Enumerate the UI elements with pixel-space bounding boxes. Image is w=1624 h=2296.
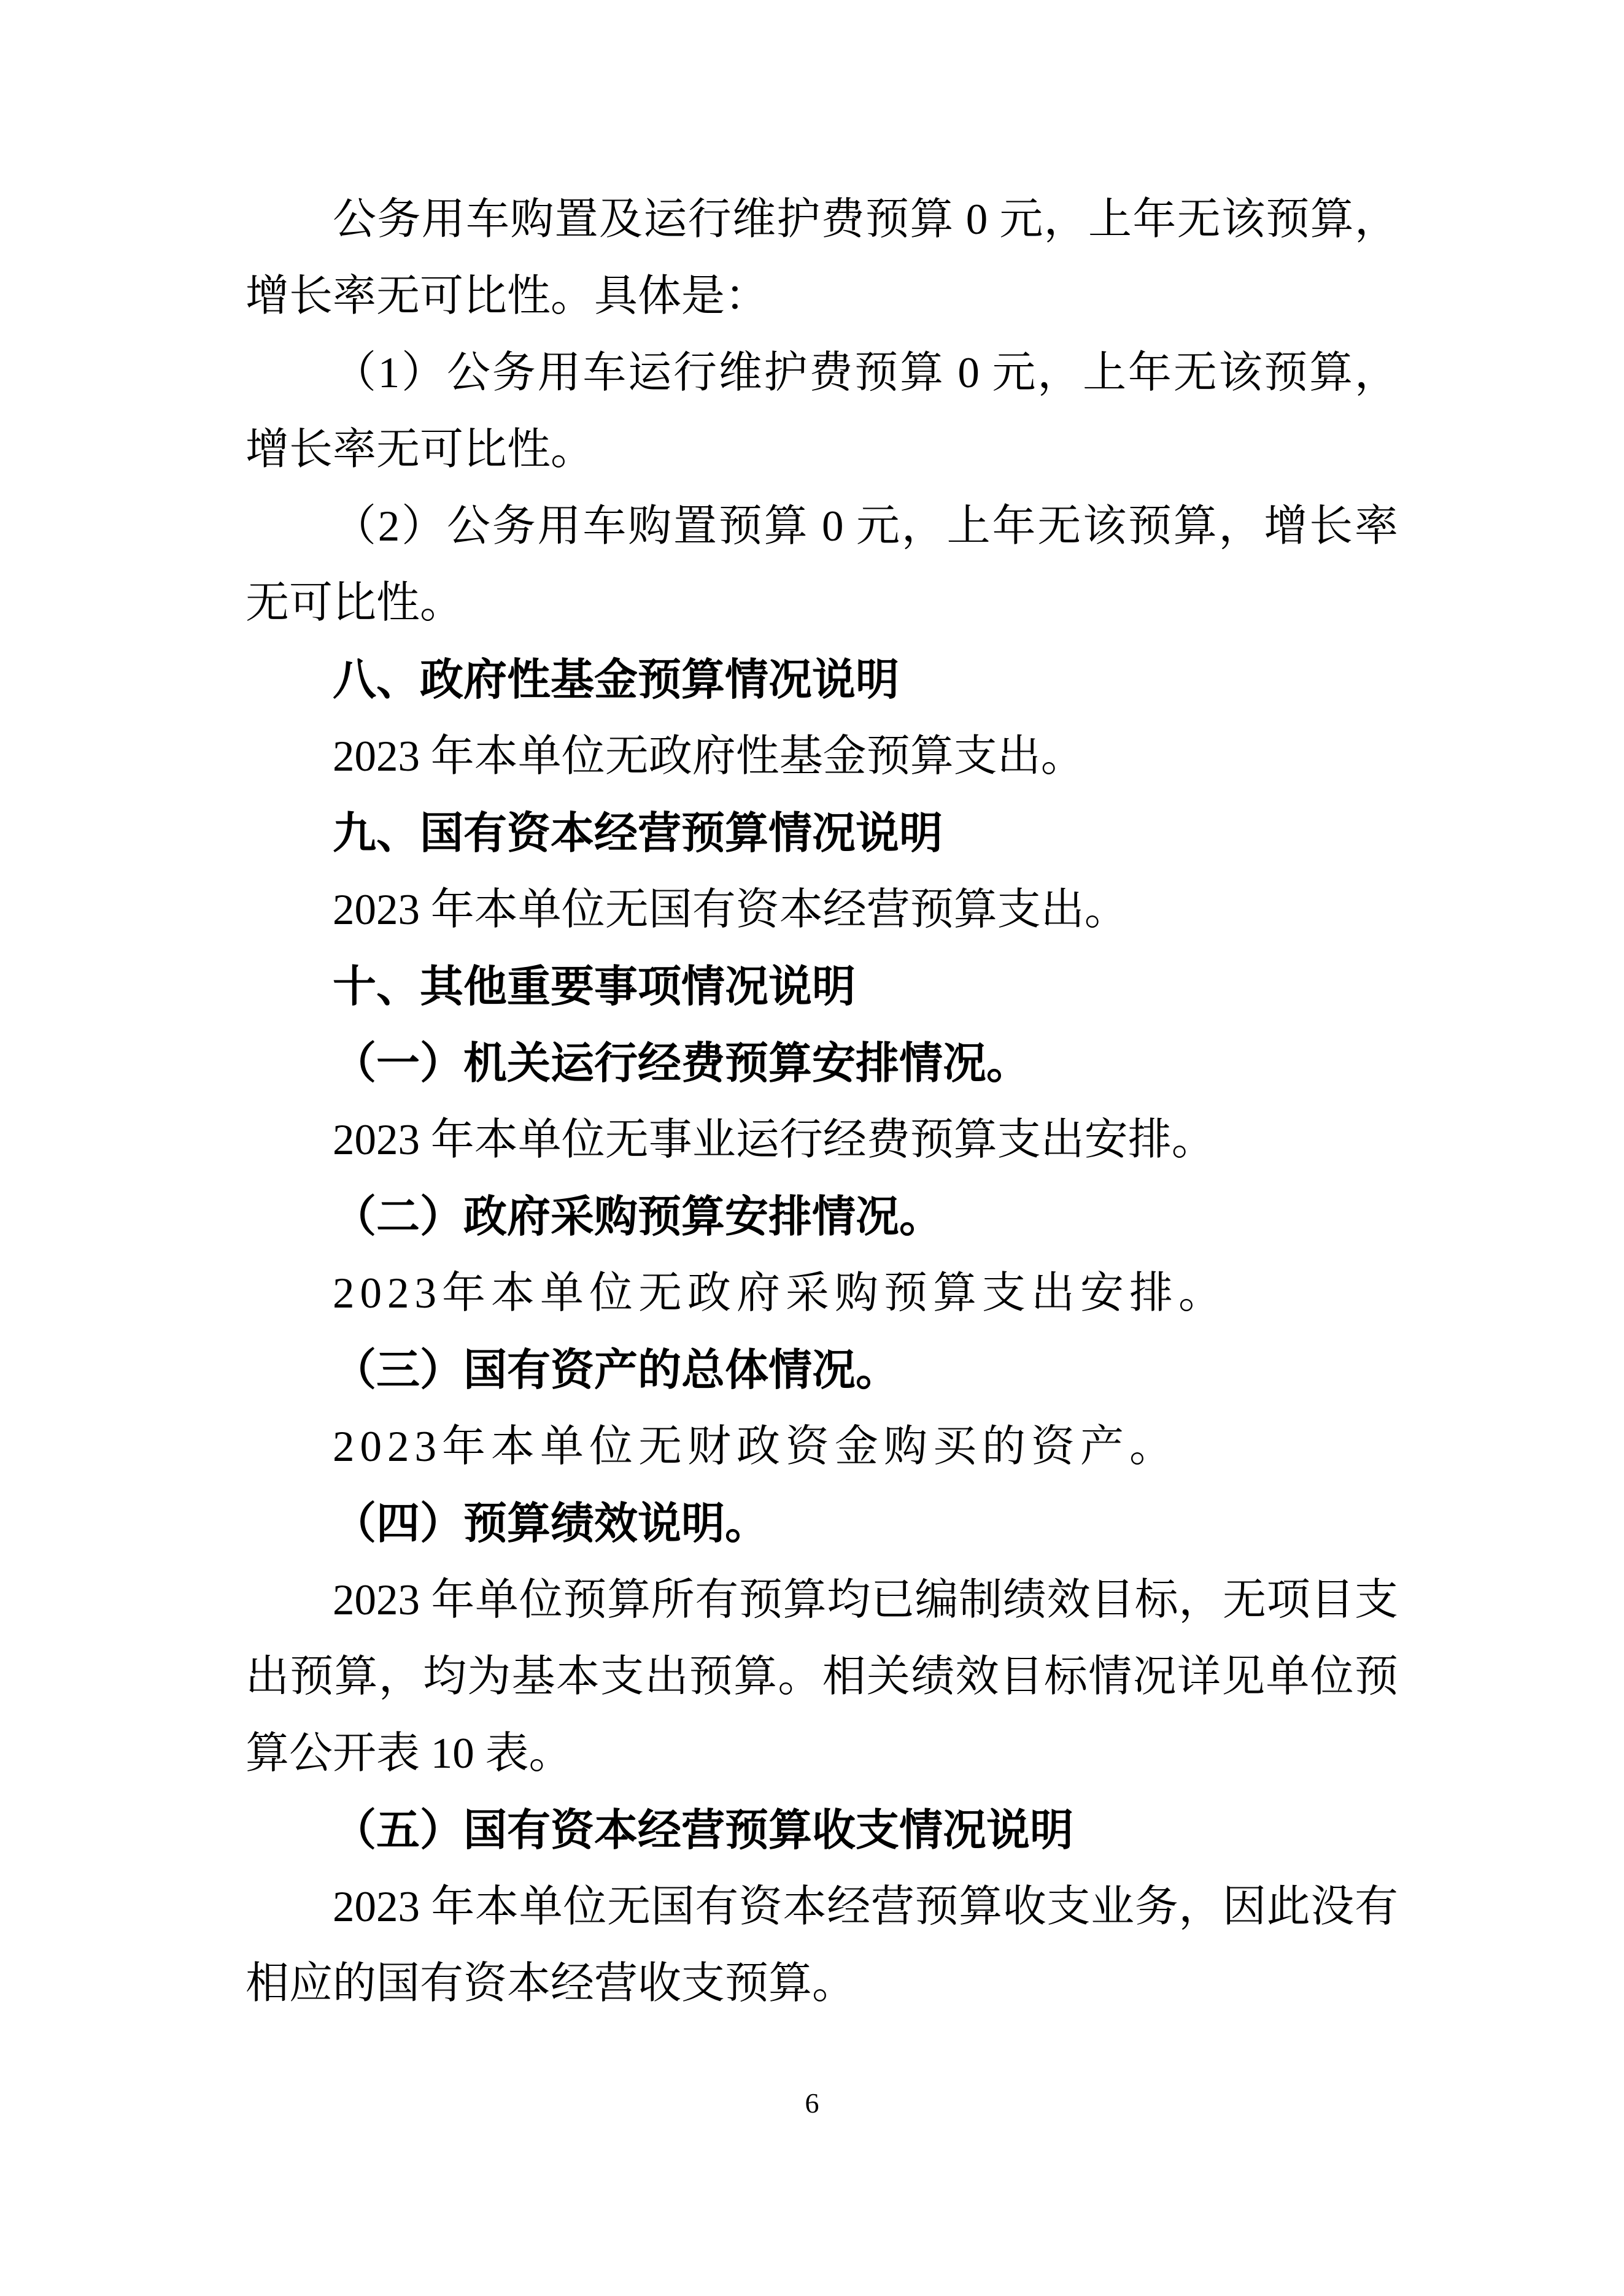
paragraph-sub-5-body: 2023 年本单位无国有资本经营预算收支业务，因此没有相应的国有资本经营收支预算。 [246, 1883, 1398, 2008]
heading-sub-3: （三）国有资产的总体情况。 [333, 1346, 900, 1395]
paragraph-sub-2-body: 2023年本单位无政府采购预算支出安排。 [333, 1269, 1228, 1317]
paragraph-sub-3-body: 2023年本单位无财政资金购买的资产。 [333, 1423, 1179, 1471]
paragraph-sub-4-body: 2023 年单位预算所有预算均已编制绩效目标，无项目支出预算，均为基本支出预算。相关绩效目标情况详见单位预算公开表 10 表。 [246, 1576, 1398, 1778]
heading-section-10: 十、其他重要事项情况说明 [333, 963, 856, 1011]
paragraph-sub-1-body: 2023 年本单位无事业运行经费预算支出安排。 [333, 1116, 1215, 1164]
heading-sub-5: （五）国有资本经营预算收支情况说明 [333, 1806, 1074, 1855]
paragraph-vehicle-purchase: （2）公务用车购置预算 0 元，上年无该预算，增长率无可比性。 [246, 503, 1398, 627]
paragraph-section-9-body: 2023 年本单位无国有资本经营预算支出。 [333, 886, 1128, 934]
heading-section-8: 八、政府性基金预算情况说明 [333, 656, 900, 704]
page-number: 6 [805, 2087, 819, 2119]
heading-section-9: 九、国有资本经营预算情况说明 [333, 809, 943, 858]
heading-sub-1: （一）机关运行经费预算安排情况。 [333, 1039, 1030, 1088]
page-footer [0, 2085, 1624, 2122]
paragraph-section-8-body: 2023 年本单位无政府性基金预算支出。 [333, 733, 1085, 780]
heading-sub-2: （二）政府采购预算安排情况。 [333, 1193, 943, 1241]
heading-sub-4: （四）预算绩效说明。 [333, 1500, 769, 1548]
paragraph-vehicle-total: 公务用车购置及运行维护费预算 0 元，上年无该预算，增长率无可比性。具体是： [246, 196, 1398, 320]
paragraph-vehicle-operation: （1）公务用车运行维护费预算 0 元，上年无该预算，增长率无可比性。 [246, 349, 1398, 474]
document-body [246, 182, 1398, 2022]
